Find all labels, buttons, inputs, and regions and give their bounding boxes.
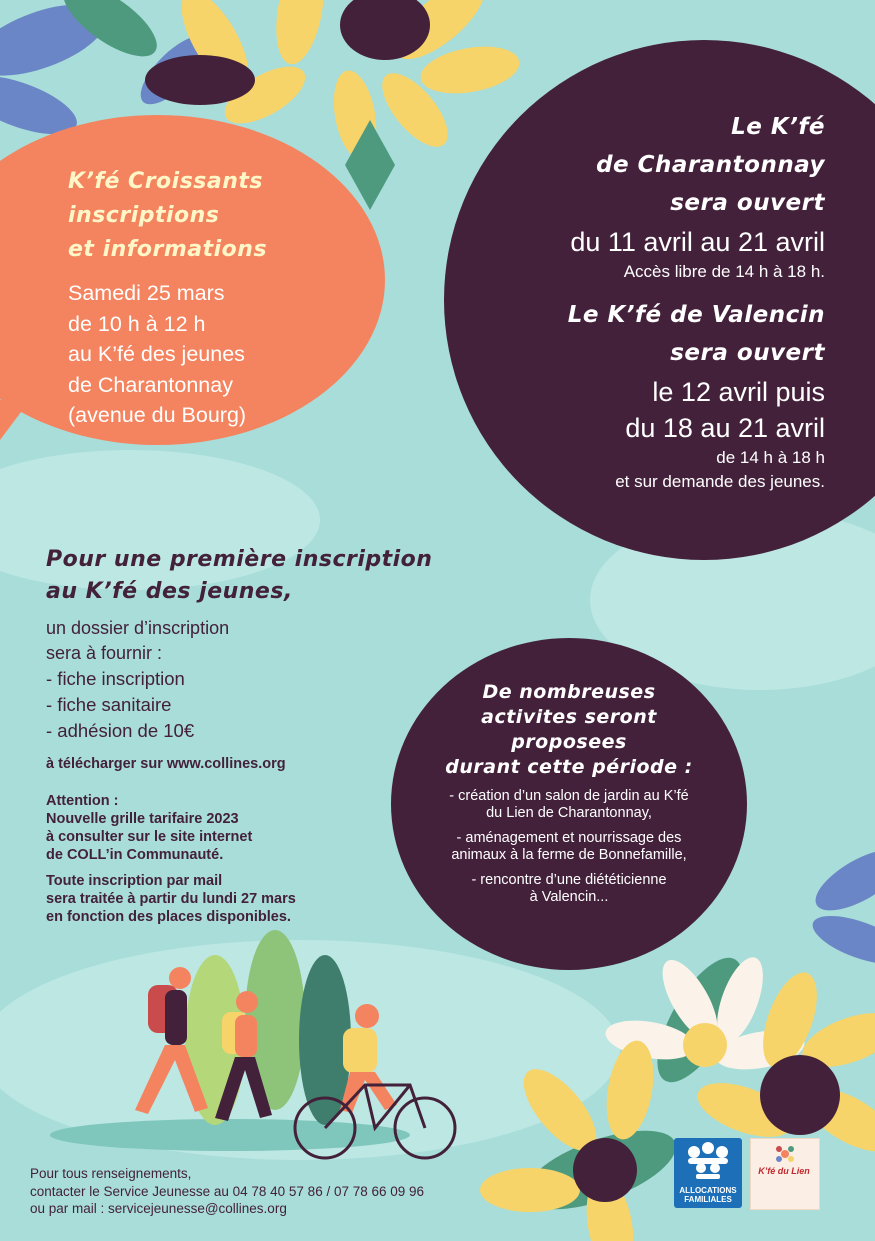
activities-title-line: proposees [511, 731, 627, 753]
croissants-detail-line: de Charantonnay [68, 372, 233, 397]
croissants-title-line: inscriptions [68, 203, 220, 228]
croissants-title-line: K’fé Croissants [68, 169, 264, 194]
attention-line: à consulter sur le site internet [46, 829, 253, 845]
croissants-title-line: et informations [68, 237, 268, 262]
kfe-logo-text: K’fé du Lien [758, 1166, 810, 1176]
activity-line: animaux à la ferme de Bonnefamille, [451, 847, 687, 863]
croissants-details [68, 278, 368, 431]
footer-line: ou par mail : servicejeunesse@collines.org [30, 1201, 287, 1216]
activities-list [401, 788, 737, 914]
croissants-title [68, 165, 368, 267]
list-item: - adhésion de 10€ [46, 720, 195, 741]
registration-intro [46, 616, 229, 666]
valencin-heading: Le K’fé de Valencin [567, 302, 825, 328]
mail-note-line: Toute inscription par mail [46, 873, 223, 889]
valencin-dates: le 12 avril puis [652, 377, 825, 407]
activity-line: - rencontre d’une diététicienne [471, 872, 667, 888]
charantonnay-heading: de Charantonnay [596, 152, 825, 178]
valencin-dates: du 18 au 21 avril [625, 413, 825, 443]
registration-title-line: Pour une première inscription [46, 547, 433, 572]
registration-intro-line: un dossier d’inscription [46, 618, 230, 638]
orange-bubble-tail [0, 400, 30, 440]
activities-title [401, 680, 737, 780]
charantonnay-access: Accès libre de 14 h à 18 h. [623, 262, 825, 281]
croissants-detail-line: (avenue du Bourg) [68, 403, 247, 427]
activity-line: du Lien de Charantonnay, [486, 805, 652, 821]
list-item [401, 788, 737, 822]
activities-title-line: activites seront [481, 706, 657, 728]
charantonnay-heading: Le K’fé [731, 114, 825, 140]
attention-line: Attention : [46, 793, 119, 809]
list-item: - fiche sanitaire [46, 694, 172, 715]
charantonnay-heading: sera ouvert [670, 190, 825, 216]
attention-line: de COLL’in Communauté. [46, 847, 224, 863]
activity-line: à Valencin... [529, 889, 609, 905]
mail-note-line: sera traitée à partir du lundi 27 mars [46, 891, 296, 907]
activity-line: - aménagement et nourrissage des [456, 830, 682, 846]
attention-line: Nouvelle grille tarifaire 2023 [46, 811, 239, 827]
footer-line: contacter le Service Jeunesse au 04 78 40 57 86 / 07 78 66 09 96 [30, 1183, 425, 1199]
footer-line: Pour tous renseignements, [30, 1166, 192, 1181]
opening-hours-text [405, 108, 825, 494]
valencin-hours: de 14 h à 18 h [716, 448, 825, 467]
valencin-heading: sera ouvert [670, 340, 825, 366]
croissants-detail-line: Samedi 25 mars [68, 281, 225, 305]
registration-title [46, 544, 486, 608]
contact-footer [30, 1165, 424, 1218]
list-item [401, 830, 737, 864]
charantonnay-dates: du 11 avril au 21 avril [570, 227, 825, 257]
registration-intro-line: sera à fournir : [46, 643, 163, 663]
activities-title-line: durant cette période : [445, 756, 693, 778]
valencin-note: et sur demande des jeunes. [615, 472, 825, 491]
kfe-flower-icon [751, 1139, 819, 1169]
mail-note-line: en fonction des places disponibles. [46, 909, 291, 925]
download-link-text: à télécharger sur www.collines.org [46, 756, 286, 772]
attention-note [46, 792, 252, 864]
caf-logo-text: ALLOCATIONS FAMILIALES [679, 1186, 737, 1204]
caf-family-icon [674, 1138, 742, 1186]
registration-documents-list [46, 666, 194, 744]
list-item: - fiche inscription [46, 668, 185, 689]
registration-title-line: au K’fé des jeunes, [46, 579, 293, 604]
croissants-detail-line: au K’fé des jeunes [68, 342, 245, 366]
mail-registration-note [46, 872, 296, 926]
activity-line: - création d’un salon de jardin au K’fé [449, 788, 689, 804]
list-item [401, 872, 737, 906]
activities-title-line: De nombreuses [482, 681, 656, 703]
croissants-detail-line: de 10 h à 12 h [68, 311, 206, 336]
